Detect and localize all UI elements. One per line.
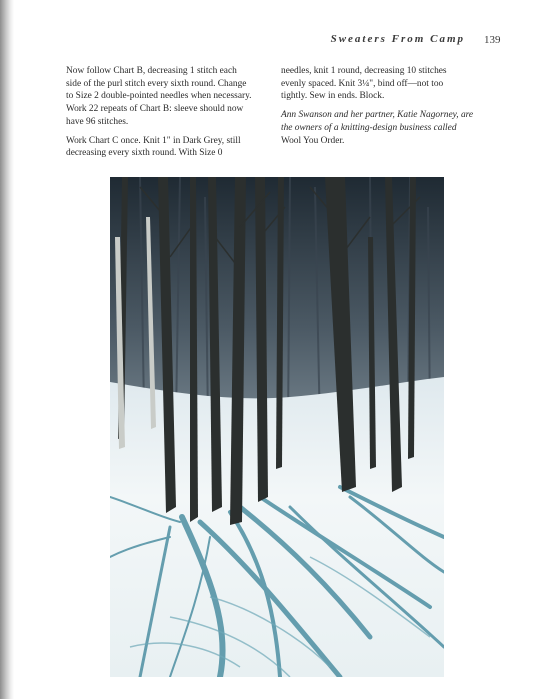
text-line: to Size 2 double-pointed needles when necessary. xyxy=(66,91,252,102)
author-credit xyxy=(281,109,491,147)
text-line: Work Chart C once. Knit 1" in Dark Grey, still xyxy=(66,135,241,146)
text-line: needles, knit 1 round, decreasing 10 stitches xyxy=(281,66,447,76)
running-header-title: Sweaters From Camp xyxy=(330,33,465,45)
text-line: evenly spaced. Knit 3¼", bind off—not too xyxy=(281,78,444,89)
page-number: 139 xyxy=(484,34,501,46)
text-line: Now follow Chart B, decreasing 1 stitch each xyxy=(66,66,237,76)
text-line: the owners of a knitting-design business called xyxy=(281,122,457,133)
winter-forest-photo xyxy=(110,177,444,677)
right-text-column xyxy=(281,65,491,153)
text-line: Wool You Order. xyxy=(281,135,345,146)
text-line: side of the purl stitch every sixth round. Change xyxy=(66,78,247,89)
text-line: have 96 stitches. xyxy=(66,116,129,127)
page-binding-shadow xyxy=(0,0,14,699)
paragraph-finishing xyxy=(281,65,491,103)
paragraph-chart-c xyxy=(66,135,274,160)
text-line: tightly. Sew in ends. Block. xyxy=(281,91,385,102)
paragraph-chart-b xyxy=(66,65,274,129)
left-text-column xyxy=(66,65,274,166)
text-line: Work 22 repeats of Chart B: sleeve should now xyxy=(66,104,244,115)
text-line: Ann Swanson and her partner, Katie Nagorney, are xyxy=(281,110,474,121)
text-line: decreasing every sixth round. With Size 0 xyxy=(66,148,223,159)
